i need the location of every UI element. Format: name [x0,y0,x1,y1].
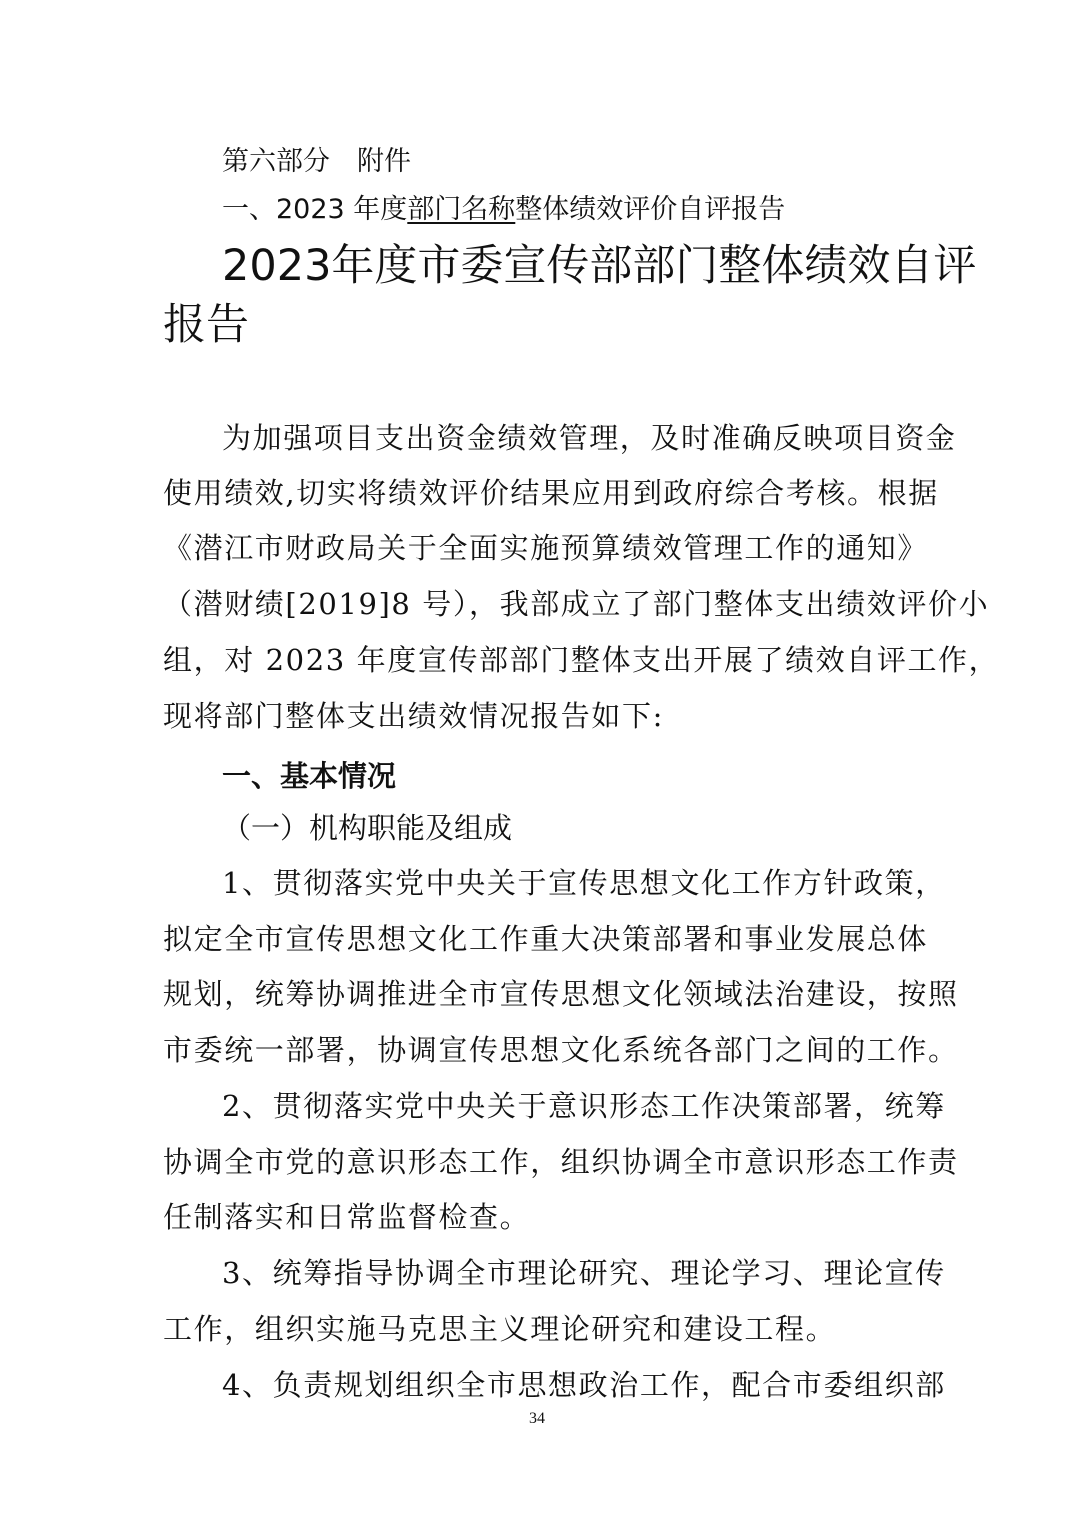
report-title-line-1: 2023年度市委宣传部部门整体绩效自评 [222,241,977,291]
attachment-heading [222,190,785,230]
part-heading: 第六部分 附件 [222,146,411,177]
report-title-line-2: 报告 [163,300,249,350]
intro-line: 使用绩效,切实将绩效评价结果应用到政府综合考核。根据 [163,476,939,510]
page-number: 34 [529,1410,545,1427]
item-line: 规划，统筹协调推进全市宣传思想文化领域法治建设，按照 [163,977,959,1011]
item-line: 2、贯彻落实党中央关于意识形态工作决策部署，统筹 [222,1089,946,1123]
attachment-underlined: 部门名称 [407,194,516,225]
item-line: 拟定全市宣传思想文化工作重大决策部署和事业发展总体 [163,922,929,956]
subsection-heading: （一）机构职能及组成 [222,811,513,845]
attachment-prefix: 一、2023 年度 [222,194,408,225]
intro-line: 《潜江市财政局关于全面实施预算绩效管理工作的通知》 [163,531,929,565]
intro-line: 组，对 2023 年度宣传部部门整体支出开展了绩效自评工作， [163,643,1000,677]
item-line: 1、贯彻落实党中央关于宣传思想文化工作方针政策， [222,866,946,900]
item-line: 协调全市党的意识形态工作，组织协调全市意识形态工作责 [163,1145,959,1179]
item-line: 4、负责规划组织全市思想政治工作，配合市委组织部 [222,1368,946,1402]
item-line: 市委统一部署，协调宣传思想文化系统各部门之间的工作。 [163,1033,959,1067]
intro-line: （潜财绩[2019]8 号），我部成立了部门整体支出绩效评价小 [163,587,990,621]
item-line: 工作，组织实施马克思主义理论研究和建设工程。 [163,1312,837,1346]
item-line: 任制落实和日常监督检查。 [163,1200,531,1234]
attachment-suffix: 整体绩效评价自评报告 [515,194,786,225]
intro-line: 为加强项目支出资金绩效管理，及时准确反映项目资金 [222,421,957,455]
section-heading: 一、基本情况 [222,759,397,793]
item-line: 3、统筹指导协调全市理论研究、理论学习、理论宣传 [222,1256,946,1290]
intro-line: 现将部门整体支出绩效情况报告如下: [163,699,664,733]
